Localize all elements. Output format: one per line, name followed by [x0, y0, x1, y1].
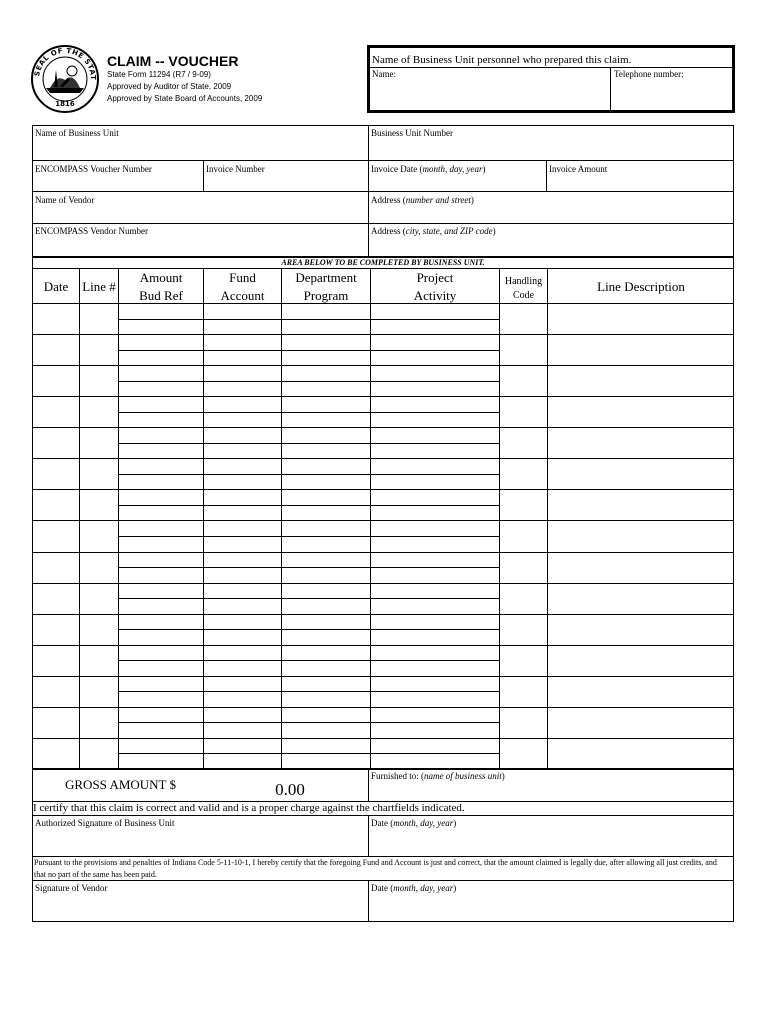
vendor-date-text: Date (	[371, 883, 394, 893]
line-cell[interactable]	[80, 708, 118, 738]
handling-cell[interactable]	[500, 335, 547, 365]
department-cell[interactable]	[282, 521, 370, 551]
form-number: State Form 11294 (R7 / 9-09)	[107, 70, 211, 79]
encompass-vendor-label: ENCOMPASS Vendor Number	[35, 226, 149, 236]
vendor-date-close: )	[453, 883, 457, 893]
authorized-signature-label: Authorized Signature of Business Unit	[35, 818, 175, 828]
encompass-voucher-label: ENCOMPASS Voucher Number	[35, 164, 152, 174]
col-header-fund: Fund	[229, 270, 256, 285]
amount-cell[interactable]	[119, 304, 203, 334]
date-cell[interactable]	[33, 739, 79, 769]
date-cell[interactable]	[33, 708, 79, 738]
project-cell[interactable]	[371, 428, 499, 458]
furnished-to-label	[371, 771, 505, 782]
address-city-text: Address (	[371, 226, 406, 236]
invoice-date-field[interactable]	[369, 161, 545, 191]
department-cell[interactable]	[282, 304, 370, 334]
line-cell[interactable]	[80, 335, 118, 365]
gross-amount-value[interactable]: 0.00	[275, 780, 305, 799]
amount-cell[interactable]	[119, 615, 203, 645]
date-cell[interactable]	[33, 521, 79, 551]
line-cell[interactable]	[80, 366, 118, 396]
vendor-name-field[interactable]	[33, 192, 367, 223]
line-cell[interactable]	[80, 304, 118, 334]
date-cell[interactable]	[33, 490, 79, 520]
description-cell[interactable]	[548, 459, 734, 489]
project-cell[interactable]	[371, 584, 499, 614]
project-cell[interactable]	[371, 708, 499, 738]
amount-cell[interactable]	[119, 459, 203, 489]
date-cell[interactable]	[33, 366, 79, 396]
amount-cell[interactable]	[119, 335, 203, 365]
col-header-amount: Amount	[139, 270, 183, 285]
svg-text:1816: 1816	[55, 100, 75, 108]
handling-cell[interactable]	[500, 521, 547, 551]
col-header-code: Code	[512, 290, 535, 301]
handling-cell[interactable]	[500, 584, 547, 614]
date-cell[interactable]	[33, 677, 79, 707]
invoice-number-label: Invoice Number	[206, 164, 265, 174]
handling-cell[interactable]	[500, 490, 547, 520]
amount-cell[interactable]	[119, 553, 203, 583]
fund-cell[interactable]	[204, 646, 281, 676]
date-cell[interactable]	[33, 615, 79, 645]
description-cell[interactable]	[548, 708, 734, 738]
department-cell[interactable]	[282, 584, 370, 614]
line-cell[interactable]	[80, 739, 118, 769]
project-cell[interactable]	[371, 459, 499, 489]
vendor-name-label: Name of Vendor	[35, 195, 95, 205]
line-cell[interactable]	[80, 428, 118, 458]
date-cell[interactable]	[33, 584, 79, 614]
preparer-box-title: Name of Business Unit personnel who prepared this claim.	[372, 54, 632, 66]
project-cell[interactable]	[371, 521, 499, 551]
invoice-number-field[interactable]	[204, 161, 367, 191]
encompass-voucher-field[interactable]	[33, 161, 202, 191]
business-unit-number-label: Business Unit Number	[371, 128, 453, 138]
fund-cell[interactable]	[204, 521, 281, 551]
description-cell[interactable]	[548, 646, 734, 676]
certify-statement: I certify that this claim is correct and valid and is a proper charge against the chartfields indicated.	[33, 802, 465, 814]
invoice-date-close: )	[482, 164, 486, 174]
handling-cell[interactable]	[500, 366, 547, 396]
line-cell[interactable]	[80, 677, 118, 707]
line-cell[interactable]	[80, 646, 118, 676]
date-cell[interactable]	[33, 397, 79, 427]
invoice-amount-label: Invoice Amount	[549, 164, 608, 174]
vendor-signature-label: Signature of Vendor	[35, 883, 108, 893]
furnished-to-close: )	[501, 771, 505, 781]
invoice-date-label	[371, 164, 485, 175]
fund-cell[interactable]	[204, 708, 281, 738]
project-cell[interactable]	[371, 739, 499, 769]
col-header-project: Project	[416, 270, 454, 285]
project-cell[interactable]	[371, 304, 499, 334]
fund-cell[interactable]	[204, 304, 281, 334]
description-cell[interactable]	[548, 584, 734, 614]
col-header-line: Line #	[82, 279, 116, 294]
vendor-date-hint: month, day, year	[393, 883, 454, 893]
description-cell[interactable]	[548, 553, 734, 583]
amount-cell[interactable]	[119, 584, 203, 614]
fund-cell[interactable]	[204, 490, 281, 520]
invoice-date-text: Invoice Date (	[371, 164, 423, 174]
project-cell[interactable]	[371, 615, 499, 645]
fund-cell[interactable]	[204, 677, 281, 707]
project-cell[interactable]	[371, 553, 499, 583]
amount-cell[interactable]	[119, 366, 203, 396]
amount-cell[interactable]	[119, 739, 203, 769]
handling-cell[interactable]	[500, 708, 547, 738]
date-cell[interactable]	[33, 428, 79, 458]
department-cell[interactable]	[282, 646, 370, 676]
col-header-line-description: Line Description	[597, 279, 685, 294]
line-cell[interactable]	[80, 584, 118, 614]
description-cell[interactable]	[548, 490, 734, 520]
fund-cell[interactable]	[204, 335, 281, 365]
authorized-date-label	[371, 818, 456, 829]
col-header-account: Account	[220, 288, 265, 303]
vendor-date-label	[371, 883, 456, 894]
preparer-phone-field[interactable]	[612, 68, 732, 111]
amount-cell[interactable]	[119, 677, 203, 707]
amount-cell[interactable]	[119, 490, 203, 520]
furnished-to-field[interactable]	[369, 770, 733, 800]
description-cell[interactable]	[548, 428, 734, 458]
date-cell[interactable]	[33, 459, 79, 489]
department-cell[interactable]	[282, 335, 370, 365]
description-cell[interactable]	[548, 335, 734, 365]
gross-amount-label: GROSS AMOUNT $	[65, 777, 177, 792]
project-cell[interactable]	[371, 335, 499, 365]
description-cell[interactable]	[548, 366, 734, 396]
handling-cell[interactable]	[500, 397, 547, 427]
handling-cell[interactable]	[500, 739, 547, 769]
amount-cell[interactable]	[119, 428, 203, 458]
date-cell[interactable]	[33, 553, 79, 583]
line-cell[interactable]	[80, 521, 118, 551]
state-seal-icon	[30, 44, 100, 114]
address-street-label	[371, 195, 474, 206]
col-header-program: Program	[303, 288, 349, 303]
department-cell[interactable]	[282, 708, 370, 738]
fund-cell[interactable]	[204, 584, 281, 614]
address-city-field[interactable]	[369, 224, 733, 256]
col-header-handling: Handling	[504, 276, 543, 287]
department-cell[interactable]	[282, 677, 370, 707]
furnished-to-hint: name of business unit	[424, 771, 502, 781]
description-cell[interactable]	[548, 304, 734, 334]
address-street-close: )	[470, 195, 474, 205]
description-cell[interactable]	[548, 677, 734, 707]
col-header-date: Date	[43, 279, 69, 294]
svg-text:SEAL OF THE STATE OF INDIANA: SEAL OF THE STAT	[33, 46, 98, 81]
authorized-date-field[interactable]	[369, 816, 733, 856]
department-cell[interactable]	[282, 490, 370, 520]
col-header-bud-ref: Bud Ref	[139, 288, 183, 303]
description-cell[interactable]	[548, 521, 734, 551]
preparer-phone-label: Telephone number:	[614, 69, 684, 79]
fund-cell[interactable]	[204, 739, 281, 769]
col-header-activity: Activity	[413, 288, 457, 303]
address-street-field[interactable]	[369, 192, 733, 223]
approval-auditor: Approved by Auditor of State, 2009	[107, 82, 232, 91]
address-street-text: Address (	[371, 195, 406, 205]
approval-board: Approved by State Board of Accounts, 2009	[107, 94, 263, 103]
amount-cell[interactable]	[119, 521, 203, 551]
preparer-name-label: Name:	[372, 69, 396, 79]
fund-cell[interactable]	[204, 397, 281, 427]
handling-cell[interactable]	[500, 646, 547, 676]
line-cell[interactable]	[80, 553, 118, 583]
pursuant-statement: Pursuant to the provisions and penalties of Indiana Code 5-11-10-1, I hereby certify that the foregoing Fund and Account is just and correct, that the amount claimed is legally due, after allowing all just credits, and that no part of the same has been paid.	[34, 858, 717, 879]
fund-cell[interactable]	[204, 615, 281, 645]
handling-cell[interactable]	[500, 615, 547, 645]
fund-cell[interactable]	[204, 428, 281, 458]
handling-cell[interactable]	[500, 553, 547, 583]
line-cell[interactable]	[80, 459, 118, 489]
line-cell[interactable]	[80, 397, 118, 427]
fund-cell[interactable]	[204, 459, 281, 489]
amount-cell[interactable]	[119, 646, 203, 676]
department-cell[interactable]	[282, 739, 370, 769]
amount-cell[interactable]	[119, 708, 203, 738]
handling-cell[interactable]	[500, 459, 547, 489]
fund-cell[interactable]	[204, 366, 281, 396]
vendor-signature-field[interactable]	[33, 881, 367, 921]
business-unit-banner: AREA BELOW TO BE COMPLETED BY BUSINESS UNIT.	[281, 258, 485, 267]
handling-cell[interactable]	[500, 677, 547, 707]
authorized-signature-field[interactable]	[33, 816, 367, 856]
authorized-date-close: )	[453, 818, 457, 828]
address-city-hint: city, state, and ZIP code	[405, 226, 493, 236]
description-cell[interactable]	[548, 739, 734, 769]
form-title: CLAIM -- VOUCHER	[107, 53, 239, 69]
date-cell[interactable]	[33, 304, 79, 334]
project-cell[interactable]	[371, 677, 499, 707]
department-cell[interactable]	[282, 553, 370, 583]
address-city-label	[371, 226, 496, 237]
address-street-hint: number and street	[405, 195, 471, 205]
encompass-vendor-field[interactable]	[33, 224, 367, 256]
col-header-department: Department	[295, 270, 357, 285]
date-cell[interactable]	[33, 335, 79, 365]
authorized-date-hint: month, day, year	[393, 818, 454, 828]
department-cell[interactable]	[282, 459, 370, 489]
department-cell[interactable]	[282, 428, 370, 458]
project-cell[interactable]	[371, 490, 499, 520]
vendor-date-field[interactable]	[369, 881, 733, 921]
preparer-name-field[interactable]	[370, 68, 609, 111]
amount-cell[interactable]	[119, 397, 203, 427]
department-cell[interactable]	[282, 615, 370, 645]
handling-cell[interactable]	[500, 304, 547, 334]
department-cell[interactable]	[282, 397, 370, 427]
address-city-close: )	[492, 226, 496, 236]
handling-cell[interactable]	[500, 428, 547, 458]
description-cell[interactable]	[548, 615, 734, 645]
furnished-to-text: Furnished to: (	[371, 771, 424, 781]
business-unit-number-field[interactable]	[369, 126, 733, 160]
business-unit-name-label: Name of Business Unit	[35, 128, 119, 138]
invoice-amount-field[interactable]	[547, 161, 733, 191]
business-unit-name-field[interactable]	[33, 126, 367, 160]
department-cell[interactable]	[282, 366, 370, 396]
fund-cell[interactable]	[204, 553, 281, 583]
line-cell[interactable]	[80, 490, 118, 520]
authorized-date-text: Date (	[371, 818, 394, 828]
project-cell[interactable]	[371, 366, 499, 396]
project-cell[interactable]	[371, 646, 499, 676]
project-cell[interactable]	[371, 397, 499, 427]
date-cell[interactable]	[33, 646, 79, 676]
invoice-date-hint: month, day, year	[422, 164, 483, 174]
description-cell[interactable]	[548, 397, 734, 427]
line-cell[interactable]	[80, 615, 118, 645]
